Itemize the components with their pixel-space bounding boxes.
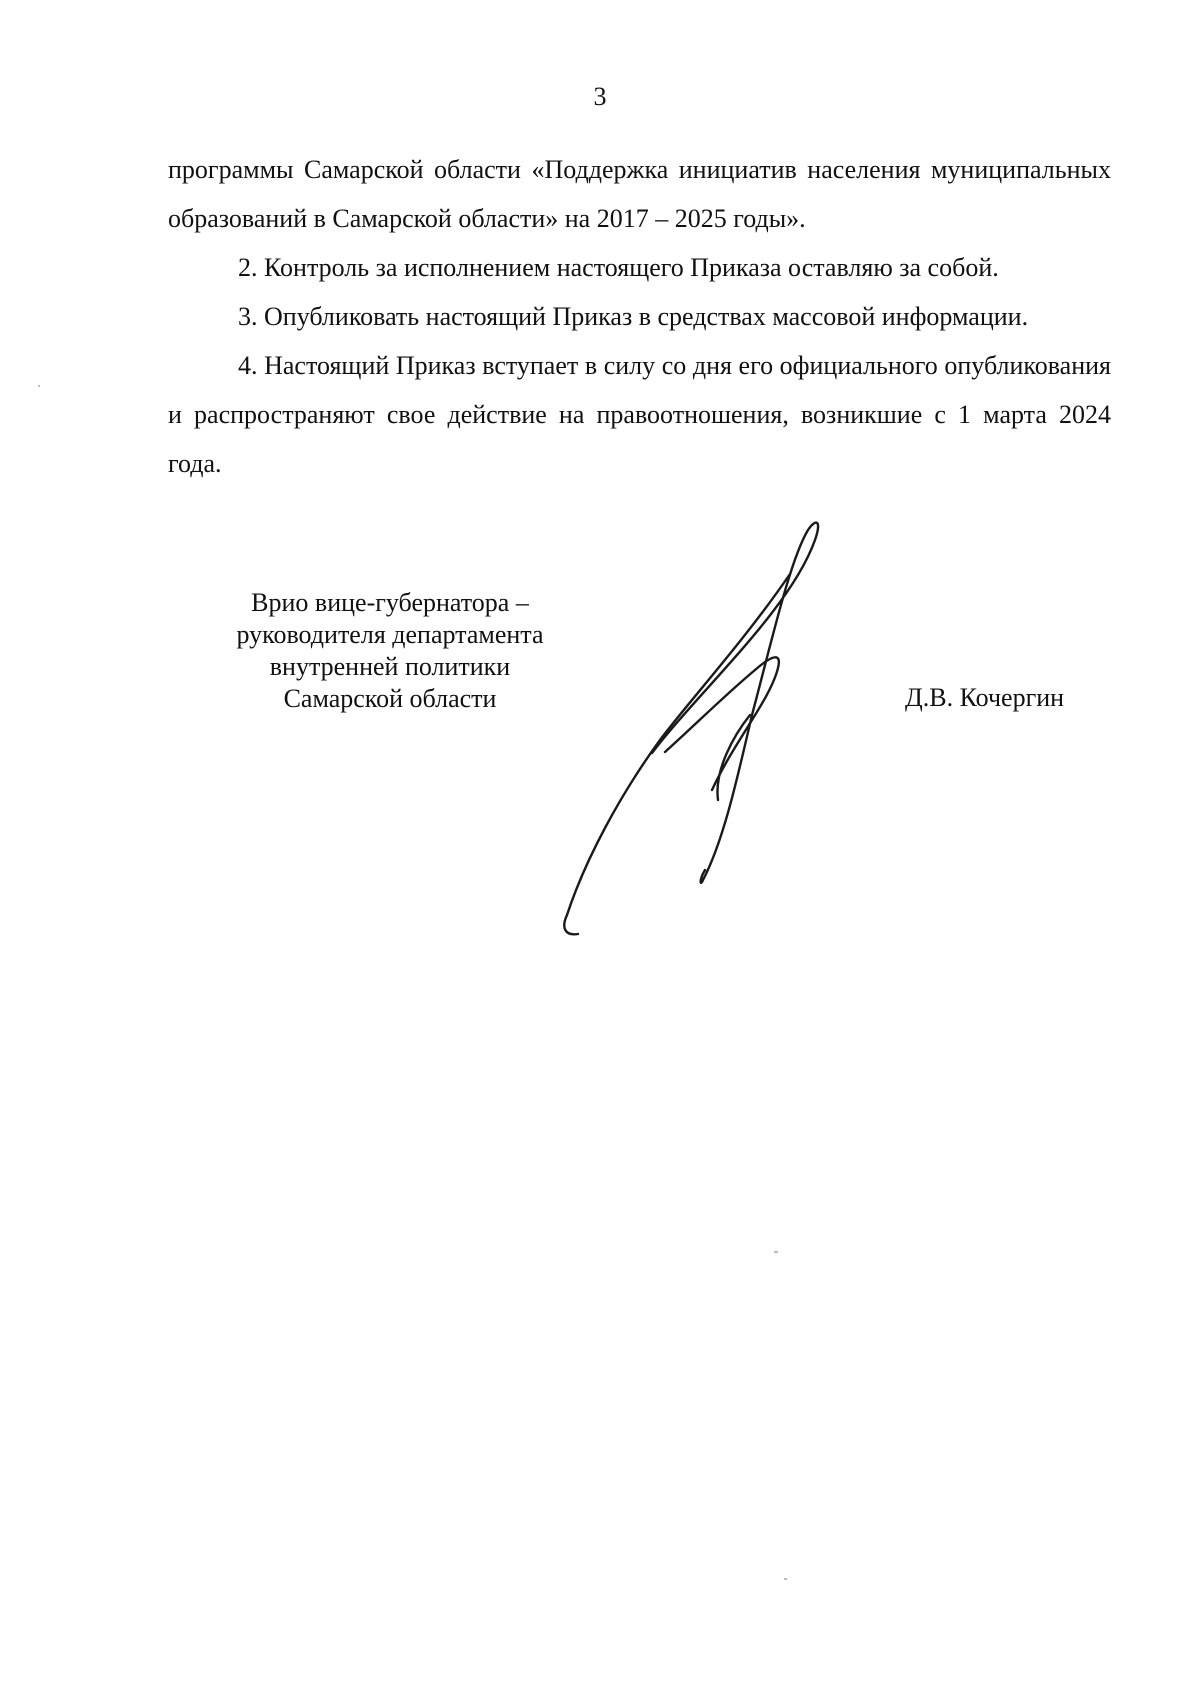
signer-position-line: Самарской области (283, 684, 497, 713)
scan-speck (784, 1578, 787, 1580)
paragraph-item-2: 2. Контроль за исполнением настоящего Приказа оставляю за собой. (238, 253, 999, 282)
signer-name: Д.В. Кочергин (905, 683, 1065, 712)
signer-position-line: внутренней политики (269, 652, 511, 681)
paragraph-continuation: программы Самарской области «Поддержка инициатив населения муниципальных образований в Самарской области» на 2017 – 2025 годы». (168, 155, 1111, 233)
paragraph-item-3: 3. Опубликовать настоящий Приказ в средствах массовой информации. (238, 302, 1029, 331)
signer-position-line: руководителя департамента (236, 620, 544, 649)
paragraph-item-4: 4. Настоящий Приказ вступает в силу со дня его официального опубликования и распространяют свое действие на правоотношения, возникшие с 1 марта 2024 года. (168, 351, 1111, 478)
signer-position-line: Врио вице-губернатора – (251, 588, 529, 617)
scan-speck (774, 1251, 778, 1253)
page-number: 3 (593, 82, 607, 111)
scan-speck (38, 385, 40, 387)
